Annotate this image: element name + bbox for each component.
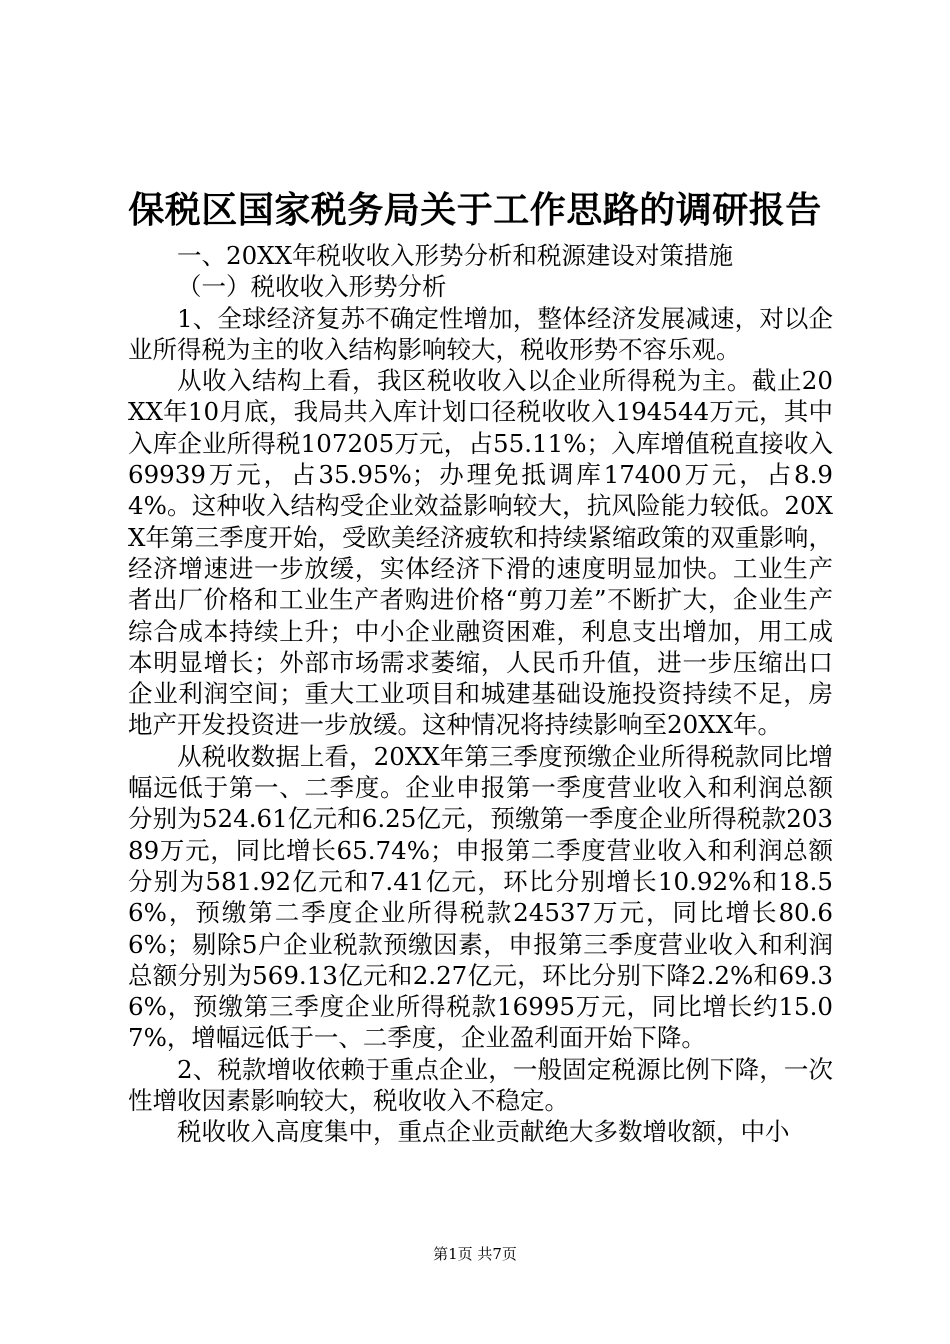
paragraph: 从收入结构上看，我区税收收入以企业所得税为主。截止20XX年10月底，我局共入库计划口径税收收入194544万元，其中入库企业所得税107205万元，占55.11%；入库增值税直接收入69939万元，占35.95%；办理免抵调库17400万元，占8.94%。这种收入结构受企业效益影响较大，抗风险能力较低。20XX年第三季度开始，受欧美经济疲软和持续紧缩政策的双重影响，经济增速进一步放缓，实体经济下滑的速度明显加快。工业生产者出厂价格和工业生产者购进价格“剪刀差”不断扩大，企业生产综合成本持续上升；中小企业融资困难，利息支出增加，用工成本明显增长；外部市场需求萎缩，人民币升值，进一步压缩出口企业利润空间；重大工业项目和城建基础设施投资持续不足，房地产开发投资进一步放缓。这种情况将持续影响至20XX年。 xyxy=(128,366,833,740)
section-heading: 一、20XX年税收收入形势分析和税源建设对策措施 xyxy=(177,241,734,270)
document-title: 保税区国家税务局关于工作思路的调研报告 xyxy=(128,189,822,231)
paragraph: 1、全球经济复苏不确定性增加，整体经济发展减速，对以企业所得税为主的收入结构影响较大，税收形势不容乐观。 xyxy=(128,303,833,364)
page-footer: 第1页 共7页 xyxy=(433,1245,517,1263)
paragraph: 税收收入高度集中，重点企业贡献绝大多数增收额，中小 xyxy=(177,1117,790,1147)
paragraph: 2、税款增收依赖于重点企业，一般固定税源比例下降，一次性增收因素影响较大，税收收入不稳定。 xyxy=(128,1054,833,1116)
subsection-heading: （一）税收收入形势分析 xyxy=(177,272,447,302)
document-body xyxy=(128,240,833,1148)
paragraph: 从税收数据上看，20XX年第三季度预缴企业所得税款同比增幅远低于第一、二季度。企业申报第一季度营业收入和利润总额分别为524.61亿元和6.25亿元，预缴第一季度企业所得税款20389万元，同比增长65.74%；申报第二季度营业收入和利润总额分别为581.92亿元和7.41亿元，环比分别增长10.92%和18.56%，预缴第二季度企业所得税款24537万元，同比增长80.66%；剔除5户企业税款预缴因素，申报第三季度营业收入和利润总额分别为569.13亿元和2.27亿元，环比分别下降2.2%和69.36%，预缴第三季度企业所得税款16995万元，同比增长约15.07%，增幅远低于一、二季度，企业盈利面开始下降。 xyxy=(128,741,833,1053)
